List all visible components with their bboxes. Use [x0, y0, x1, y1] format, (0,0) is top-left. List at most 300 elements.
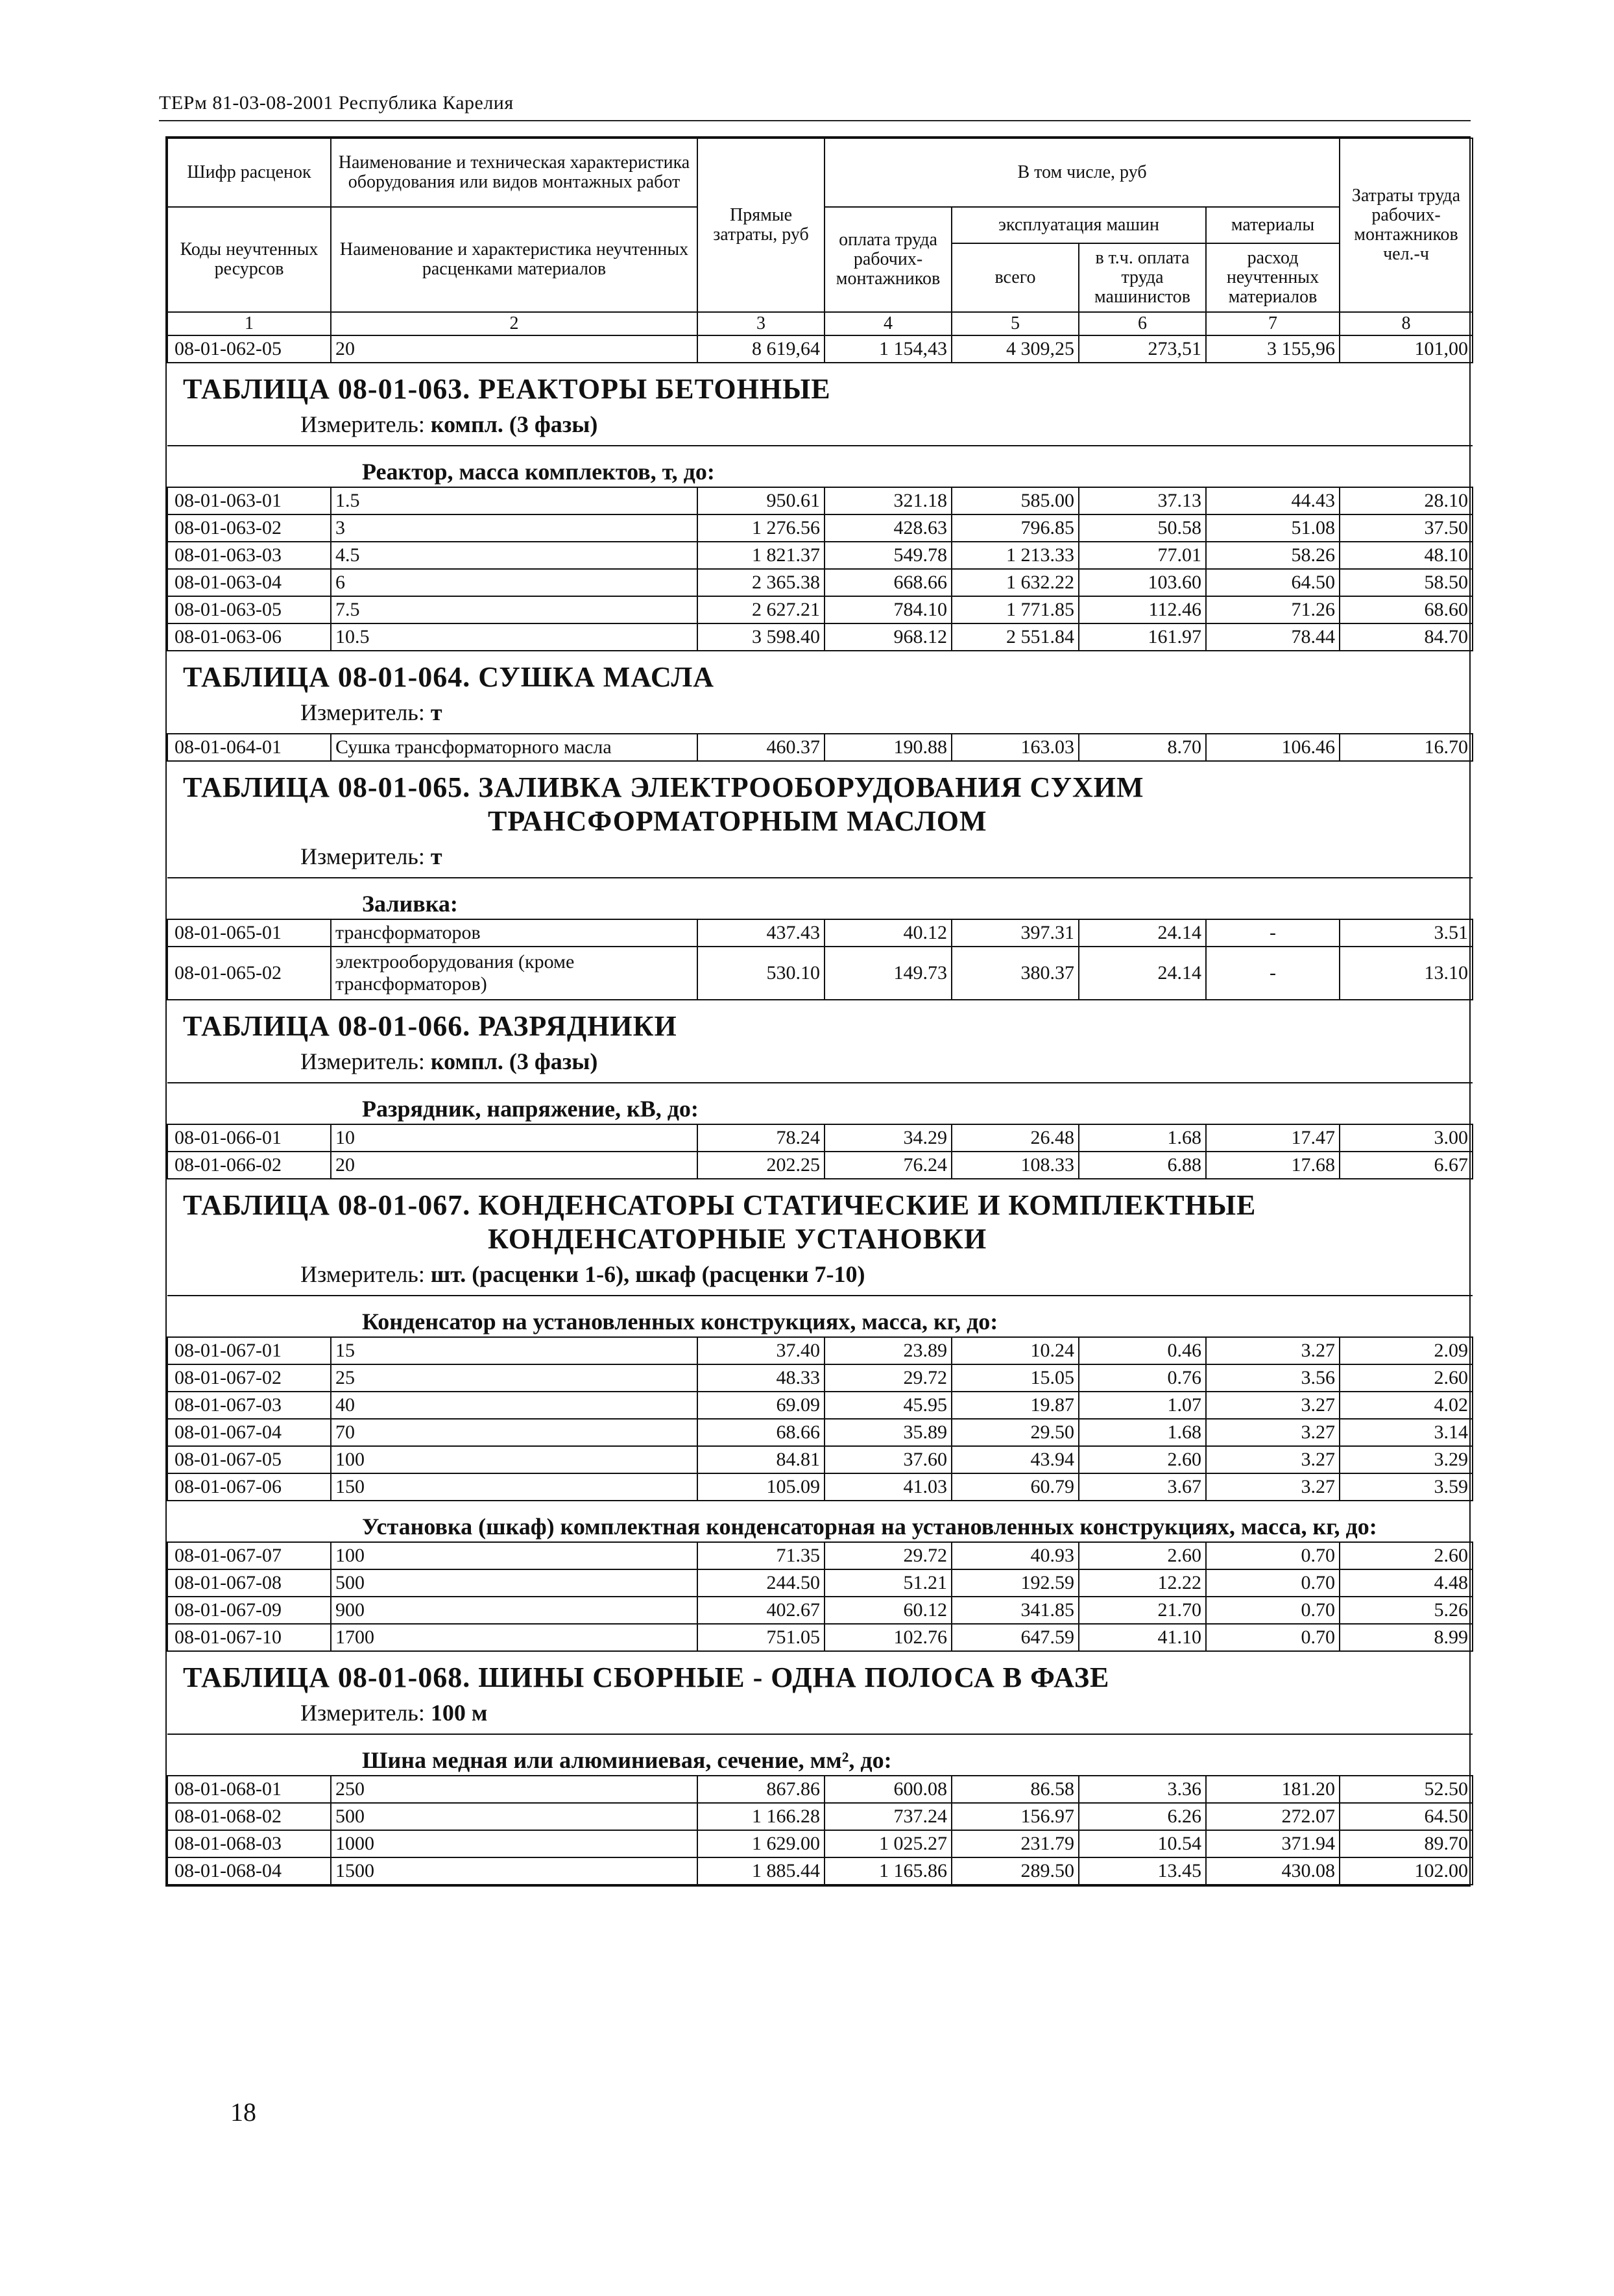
machines-total: 397.31: [952, 919, 1079, 947]
table-row: [167, 623, 1473, 651]
machines-total: 60.79: [952, 1473, 1079, 1501]
unit-label: Измеритель:: [300, 1048, 425, 1074]
table-section-header: [167, 1179, 1473, 1296]
machines-total: 231.79: [952, 1830, 1079, 1857]
rate-description: 20: [331, 335, 697, 363]
rate-description: 6: [331, 569, 697, 596]
section-title: [167, 651, 1473, 694]
rate-description: 500: [331, 1569, 697, 1597]
machines-total: 585.00: [952, 487, 1079, 514]
rate-code: 08-01-066-02: [167, 1152, 331, 1179]
operator-wages: 24.14: [1079, 947, 1206, 1000]
machines-total: 796.85: [952, 514, 1079, 542]
unit-label: Измеритель:: [300, 1261, 425, 1287]
column-number: 2: [331, 312, 697, 335]
wages: 45.95: [825, 1392, 952, 1419]
operator-wages: 8.70: [1079, 734, 1206, 761]
machines-total: 380.37: [952, 947, 1079, 1000]
section-title-line: КОНДЕНСАТОРНЫЕ УСТАНОВКИ: [488, 1223, 987, 1255]
rate-description: 900: [331, 1597, 697, 1624]
rate-description: Сушка трансформаторного масла: [331, 734, 697, 761]
table-row: [167, 487, 1473, 514]
section-unit: [167, 1043, 1473, 1082]
group-heading: Заливка:: [167, 878, 1473, 919]
wages: 1 025.27: [825, 1830, 952, 1857]
materials: -: [1206, 947, 1340, 1000]
rate-code: 08-01-067-04: [167, 1419, 331, 1446]
table-row: [167, 514, 1473, 542]
operator-wages: 103.60: [1079, 569, 1206, 596]
direct-costs: 950.61: [697, 487, 825, 514]
wages: 190.88: [825, 734, 952, 761]
rate-description: 20: [331, 1152, 697, 1179]
wages: 1 165.86: [825, 1857, 952, 1885]
group-heading-row: [167, 1083, 1473, 1124]
column-number: 1: [167, 312, 331, 335]
rate-code: 08-01-067-09: [167, 1597, 331, 1624]
page-number: 18: [230, 2097, 256, 2127]
labor-hours: 6.67: [1340, 1152, 1473, 1179]
materials: 3.27: [1206, 1473, 1340, 1501]
direct-costs: 244.50: [697, 1569, 825, 1597]
rate-code: 08-01-068-03: [167, 1830, 331, 1857]
wages: 737.24: [825, 1803, 952, 1830]
section-title-line: ТАБЛИЦА 08-01-067. КОНДЕНСАТОРЫ СТАТИЧЕСКИЕ И КОМПЛЕКТНЫЕ: [183, 1189, 1257, 1221]
direct-costs: 1 821.37: [697, 542, 825, 569]
machines-total: 156.97: [952, 1803, 1079, 1830]
operator-wages: 2.60: [1079, 1446, 1206, 1473]
materials: 181.20: [1206, 1776, 1340, 1803]
machines-total: 15.05: [952, 1364, 1079, 1392]
rate-code: 08-01-065-02: [167, 947, 331, 1000]
column-number: 6: [1079, 312, 1206, 335]
rate-description: 10.5: [331, 623, 697, 651]
direct-costs: 867.86: [697, 1776, 825, 1803]
direct-costs: 460.37: [697, 734, 825, 761]
labor-hours: 5.26: [1340, 1597, 1473, 1624]
table-row: [167, 1569, 1473, 1597]
labor-hours: 3.29: [1340, 1446, 1473, 1473]
group-heading: Реактор, масса комплектов, т, до:: [167, 446, 1473, 487]
rate-description: 7.5: [331, 596, 697, 623]
rate-description: 250: [331, 1776, 697, 1803]
section-unit: [167, 1256, 1473, 1295]
operator-wages: 77.01: [1079, 542, 1206, 569]
rate-description: 70: [331, 1419, 697, 1446]
materials: 0.70: [1206, 1569, 1340, 1597]
rate-code: 08-01-067-08: [167, 1569, 331, 1597]
rate-code: 08-01-063-06: [167, 623, 331, 651]
section-title: [167, 363, 1473, 406]
machines-total: 4 309,25: [952, 335, 1079, 363]
materials: 17.47: [1206, 1124, 1340, 1152]
table-row: [167, 1152, 1473, 1179]
labor-hours: 8.99: [1340, 1624, 1473, 1651]
group-heading-row: [167, 1501, 1473, 1542]
section-title: [167, 762, 1473, 838]
table-row: [167, 919, 1473, 947]
header-code-bottom: Коды неучтенных ресурсов: [167, 207, 331, 312]
operator-wages: 24.14: [1079, 919, 1206, 947]
column-number: 3: [697, 312, 825, 335]
materials: 371.94: [1206, 1830, 1340, 1857]
rate-description: 500: [331, 1803, 697, 1830]
wages: 149.73: [825, 947, 952, 1000]
table-row: [167, 1803, 1473, 1830]
wages: 600.08: [825, 1776, 952, 1803]
operator-wages: 50.58: [1079, 514, 1206, 542]
section-title: [167, 1179, 1473, 1256]
header-name-top: Наименование и техническая характеристика оборудования или видов монтажных работ: [331, 138, 697, 207]
machines-total: 341.85: [952, 1597, 1079, 1624]
table-row: [167, 596, 1473, 623]
group-heading-row: [167, 878, 1473, 919]
running-header: ТЕРм 81-03-08-2001 Республика Карелия: [159, 92, 514, 114]
section-unit: [167, 1695, 1473, 1734]
rate-code: 08-01-063-02: [167, 514, 331, 542]
labor-hours: 52.50: [1340, 1776, 1473, 1803]
operator-wages: 1.68: [1079, 1419, 1206, 1446]
direct-costs: 48.33: [697, 1364, 825, 1392]
unit-value: т: [430, 843, 442, 869]
wages: 60.12: [825, 1597, 952, 1624]
table-row: [167, 1392, 1473, 1419]
machines-total: 163.03: [952, 734, 1079, 761]
table-row: [167, 1364, 1473, 1392]
operator-wages: 10.54: [1079, 1830, 1206, 1857]
materials: 0.70: [1206, 1542, 1340, 1569]
table-row: [167, 542, 1473, 569]
unit-label: Измеритель:: [300, 699, 425, 725]
header-materials: материалы: [1206, 207, 1340, 243]
rate-description: 1500: [331, 1857, 697, 1885]
rate-description: 1.5: [331, 487, 697, 514]
table-row: [167, 1542, 1473, 1569]
column-number-row: [167, 312, 1473, 335]
labor-hours: 2.60: [1340, 1542, 1473, 1569]
group-heading: Разрядник, напряжение, кВ, до:: [167, 1083, 1473, 1124]
rate-code: 08-01-067-07: [167, 1542, 331, 1569]
rate-description: 40: [331, 1392, 697, 1419]
operator-wages: 13.45: [1079, 1857, 1206, 1885]
column-number: 7: [1206, 312, 1340, 335]
rate-code: 08-01-063-05: [167, 596, 331, 623]
direct-costs: 8 619,64: [697, 335, 825, 363]
operator-wages: 0.46: [1079, 1337, 1206, 1364]
rate-code: 08-01-067-02: [167, 1364, 331, 1392]
wages: 321.18: [825, 487, 952, 514]
group-heading: Шина медная или алюминиевая, сечение, мм², до:: [167, 1734, 1473, 1776]
machines-total: 289.50: [952, 1857, 1079, 1885]
table-section-header: [167, 1000, 1473, 1083]
table-row: [167, 569, 1473, 596]
table-row: [167, 1473, 1473, 1501]
materials: 3.27: [1206, 1446, 1340, 1473]
wages: 1 154,43: [825, 335, 952, 363]
wages: 428.63: [825, 514, 952, 542]
wages: 29.72: [825, 1542, 952, 1569]
machines-total: 19.87: [952, 1392, 1079, 1419]
header-operator-wages: в т.ч. оплата труда машинистов: [1079, 243, 1206, 312]
direct-costs: 1 166.28: [697, 1803, 825, 1830]
group-heading: Конденсатор на установленных конструкциях, масса, кг, до:: [167, 1296, 1473, 1337]
section-title-line: ТРАНСФОРМАТОРНЫМ МАСЛОМ: [488, 805, 987, 837]
header-including: В том числе, руб: [825, 138, 1340, 207]
labor-hours: 68.60: [1340, 596, 1473, 623]
labor-hours: 84.70: [1340, 623, 1473, 651]
table-row: [167, 1624, 1473, 1651]
machines-total: 29.50: [952, 1419, 1079, 1446]
wages: 41.03: [825, 1473, 952, 1501]
direct-costs: 402.67: [697, 1597, 825, 1624]
rates-table-frame: [165, 136, 1471, 1887]
header-rule: [159, 120, 1471, 121]
rate-code: 08-01-068-04: [167, 1857, 331, 1885]
rate-description: 10: [331, 1124, 697, 1152]
rates-table: [167, 138, 1473, 1885]
column-number: 4: [825, 312, 952, 335]
materials: 3.27: [1206, 1337, 1340, 1364]
labor-hours: 64.50: [1340, 1803, 1473, 1830]
direct-costs: 69.09: [697, 1392, 825, 1419]
materials: 51.08: [1206, 514, 1340, 542]
rate-code: 08-01-067-10: [167, 1624, 331, 1651]
direct-costs: 2 365.38: [697, 569, 825, 596]
operator-wages: 273,51: [1079, 335, 1206, 363]
rate-description: 4.5: [331, 542, 697, 569]
operator-wages: 6.26: [1079, 1803, 1206, 1830]
labor-hours: 48.10: [1340, 542, 1473, 569]
table-row: [167, 1830, 1473, 1857]
operator-wages: 3.67: [1079, 1473, 1206, 1501]
column-number: 8: [1340, 312, 1473, 335]
unit-value: шт. (расценки 1-6), шкаф (расценки 7-10): [430, 1261, 865, 1287]
section-unit: [167, 694, 1473, 733]
table-section-header: [167, 363, 1473, 446]
direct-costs: 1 276.56: [697, 514, 825, 542]
operator-wages: 3.36: [1079, 1776, 1206, 1803]
rate-description: 150: [331, 1473, 697, 1501]
labor-hours: 89.70: [1340, 1830, 1473, 1857]
direct-costs: 202.25: [697, 1152, 825, 1179]
wages: 784.10: [825, 596, 952, 623]
table-section-header: [167, 761, 1473, 878]
header-unaccounted-materials: расход неучтенных материалов: [1206, 243, 1340, 312]
materials: 3 155,96: [1206, 335, 1340, 363]
unit-label: Измеритель:: [300, 411, 425, 437]
operator-wages: 12.22: [1079, 1569, 1206, 1597]
materials: 0.70: [1206, 1597, 1340, 1624]
machines-total: 26.48: [952, 1124, 1079, 1152]
labor-hours: 3.14: [1340, 1419, 1473, 1446]
wages: 968.12: [825, 623, 952, 651]
materials: 71.26: [1206, 596, 1340, 623]
unit-label: Измеритель:: [300, 1700, 425, 1726]
materials: 78.44: [1206, 623, 1340, 651]
materials: 3.56: [1206, 1364, 1340, 1392]
table-row: [167, 1446, 1473, 1473]
materials: 3.27: [1206, 1419, 1340, 1446]
rate-code: 08-01-068-02: [167, 1803, 331, 1830]
header-code-top: Шифр расценок: [167, 138, 331, 207]
direct-costs: 37.40: [697, 1337, 825, 1364]
table-row: [167, 1419, 1473, 1446]
rate-description: 3: [331, 514, 697, 542]
materials: 430.08: [1206, 1857, 1340, 1885]
section-title-line: ТАБЛИЦА 08-01-066. РАЗРЯДНИКИ: [183, 1010, 677, 1042]
rate-code: 08-01-064-01: [167, 734, 331, 761]
table-row: [167, 1337, 1473, 1364]
operator-wages: 21.70: [1079, 1597, 1206, 1624]
wages: 668.66: [825, 569, 952, 596]
machines-total: 1 632.22: [952, 569, 1079, 596]
header-direct-costs: Прямые затраты, руб: [697, 138, 825, 312]
section-unit: [167, 838, 1473, 877]
labor-hours: 101,00: [1340, 335, 1473, 363]
machines-total: 1 771.85: [952, 596, 1079, 623]
table-row: [167, 1124, 1473, 1152]
section-title-line: ТАБЛИЦА 08-01-068. ШИНЫ СБОРНЫЕ - ОДНА ПОЛОСА В ФАЗЕ: [183, 1662, 1110, 1693]
rate-description: 100: [331, 1446, 697, 1473]
wages: 34.29: [825, 1124, 952, 1152]
rate-code: 08-01-068-01: [167, 1776, 331, 1803]
table-row: [167, 335, 1473, 363]
rate-description: трансформаторов: [331, 919, 697, 947]
header-labor: Затраты труда рабочих-монтажников чел.-ч: [1340, 138, 1473, 312]
wages: 29.72: [825, 1364, 952, 1392]
unit-value: т: [430, 699, 442, 725]
direct-costs: 437.43: [697, 919, 825, 947]
section-unit: [167, 406, 1473, 445]
labor-hours: 2.60: [1340, 1364, 1473, 1392]
header-machines-total: всего: [952, 243, 1079, 312]
wages: 102.76: [825, 1624, 952, 1651]
header-name-bottom: Наименование и характеристика неучтенных расценками материалов: [331, 207, 697, 312]
rate-description: 15: [331, 1337, 697, 1364]
materials: 58.26: [1206, 542, 1340, 569]
materials: 17.68: [1206, 1152, 1340, 1179]
materials: 0.70: [1206, 1624, 1340, 1651]
materials: -: [1206, 919, 1340, 947]
labor-hours: 28.10: [1340, 487, 1473, 514]
labor-hours: 3.59: [1340, 1473, 1473, 1501]
machines-total: 86.58: [952, 1776, 1079, 1803]
operator-wages: 161.97: [1079, 623, 1206, 651]
direct-costs: 78.24: [697, 1124, 825, 1152]
column-number: 5: [952, 312, 1079, 335]
operator-wages: 112.46: [1079, 596, 1206, 623]
rate-code: 08-01-063-01: [167, 487, 331, 514]
machines-total: 10.24: [952, 1337, 1079, 1364]
rate-code: 08-01-067-06: [167, 1473, 331, 1501]
unit-label: Измеритель:: [300, 843, 425, 869]
operator-wages: 0.76: [1079, 1364, 1206, 1392]
table-row: [167, 1776, 1473, 1803]
direct-costs: 71.35: [697, 1542, 825, 1569]
machines-total: 2 551.84: [952, 623, 1079, 651]
materials: 3.27: [1206, 1392, 1340, 1419]
direct-costs: 1 629.00: [697, 1830, 825, 1857]
wages: 40.12: [825, 919, 952, 947]
materials: 64.50: [1206, 569, 1340, 596]
table-row: [167, 1597, 1473, 1624]
labor-hours: 58.50: [1340, 569, 1473, 596]
rate-code: 08-01-066-01: [167, 1124, 331, 1152]
operator-wages: 2.60: [1079, 1542, 1206, 1569]
group-heading-row: [167, 1296, 1473, 1337]
rate-description: 1700: [331, 1624, 697, 1651]
rate-code: 08-01-063-04: [167, 569, 331, 596]
labor-hours: 4.48: [1340, 1569, 1473, 1597]
labor-hours: 16.70: [1340, 734, 1473, 761]
table-row: [167, 734, 1473, 761]
table-header: [167, 138, 1473, 335]
rate-code: 08-01-067-03: [167, 1392, 331, 1419]
labor-hours: 102.00: [1340, 1857, 1473, 1885]
wages: 23.89: [825, 1337, 952, 1364]
direct-costs: 68.66: [697, 1419, 825, 1446]
direct-costs: 2 627.21: [697, 596, 825, 623]
rate-code: 08-01-067-05: [167, 1446, 331, 1473]
wages: 35.89: [825, 1419, 952, 1446]
operator-wages: 6.88: [1079, 1152, 1206, 1179]
direct-costs: 3 598.40: [697, 623, 825, 651]
materials: 44.43: [1206, 487, 1340, 514]
section-title-line: ТАБЛИЦА 08-01-064. СУШКА МАСЛА: [183, 661, 715, 693]
table-section-header: [167, 651, 1473, 734]
unit-value: 100 м: [430, 1700, 488, 1726]
group-heading: Установка (шкаф) комплектная конденсаторная на установленных конструкциях, масса, кг, до:: [167, 1501, 1473, 1542]
labor-hours: 2.09: [1340, 1337, 1473, 1364]
direct-costs: 751.05: [697, 1624, 825, 1651]
labor-hours: 3.51: [1340, 919, 1473, 947]
table-row: [167, 1857, 1473, 1885]
rate-code: 08-01-062-05: [167, 335, 331, 363]
labor-hours: 3.00: [1340, 1124, 1473, 1152]
operator-wages: 1.07: [1079, 1392, 1206, 1419]
direct-costs: 530.10: [697, 947, 825, 1000]
wages: 76.24: [825, 1152, 952, 1179]
operator-wages: 41.10: [1079, 1624, 1206, 1651]
direct-costs: 84.81: [697, 1446, 825, 1473]
direct-costs: 105.09: [697, 1473, 825, 1501]
machines-total: 43.94: [952, 1446, 1079, 1473]
header-machines: эксплуатация машин: [952, 207, 1206, 243]
header-wages: оплата труда рабочих-монтажников: [825, 207, 952, 312]
labor-hours: 4.02: [1340, 1392, 1473, 1419]
section-title: [167, 1000, 1473, 1043]
section-title-line: ТАБЛИЦА 08-01-063. РЕАКТОРЫ БЕТОННЫЕ: [183, 373, 831, 405]
table-body: [167, 335, 1473, 1885]
section-title: [167, 1652, 1473, 1695]
machines-total: 1 213.33: [952, 542, 1079, 569]
group-heading-row: [167, 446, 1473, 487]
labor-hours: 37.50: [1340, 514, 1473, 542]
machines-total: 108.33: [952, 1152, 1079, 1179]
section-title-line: ТАБЛИЦА 08-01-065. ЗАЛИВКА ЭЛЕКТРООБОРУДОВАНИЯ СУХИМ: [183, 771, 1144, 803]
group-heading-row: [167, 1734, 1473, 1776]
rate-description: электрооборудования (кроме трансформаторов): [331, 947, 697, 1000]
operator-wages: 37.13: [1079, 487, 1206, 514]
machines-total: 40.93: [952, 1542, 1079, 1569]
labor-hours: 13.10: [1340, 947, 1473, 1000]
direct-costs: 1 885.44: [697, 1857, 825, 1885]
wages: 37.60: [825, 1446, 952, 1473]
wages: 549.78: [825, 542, 952, 569]
wages: 51.21: [825, 1569, 952, 1597]
materials: 272.07: [1206, 1803, 1340, 1830]
rate-description: 1000: [331, 1830, 697, 1857]
